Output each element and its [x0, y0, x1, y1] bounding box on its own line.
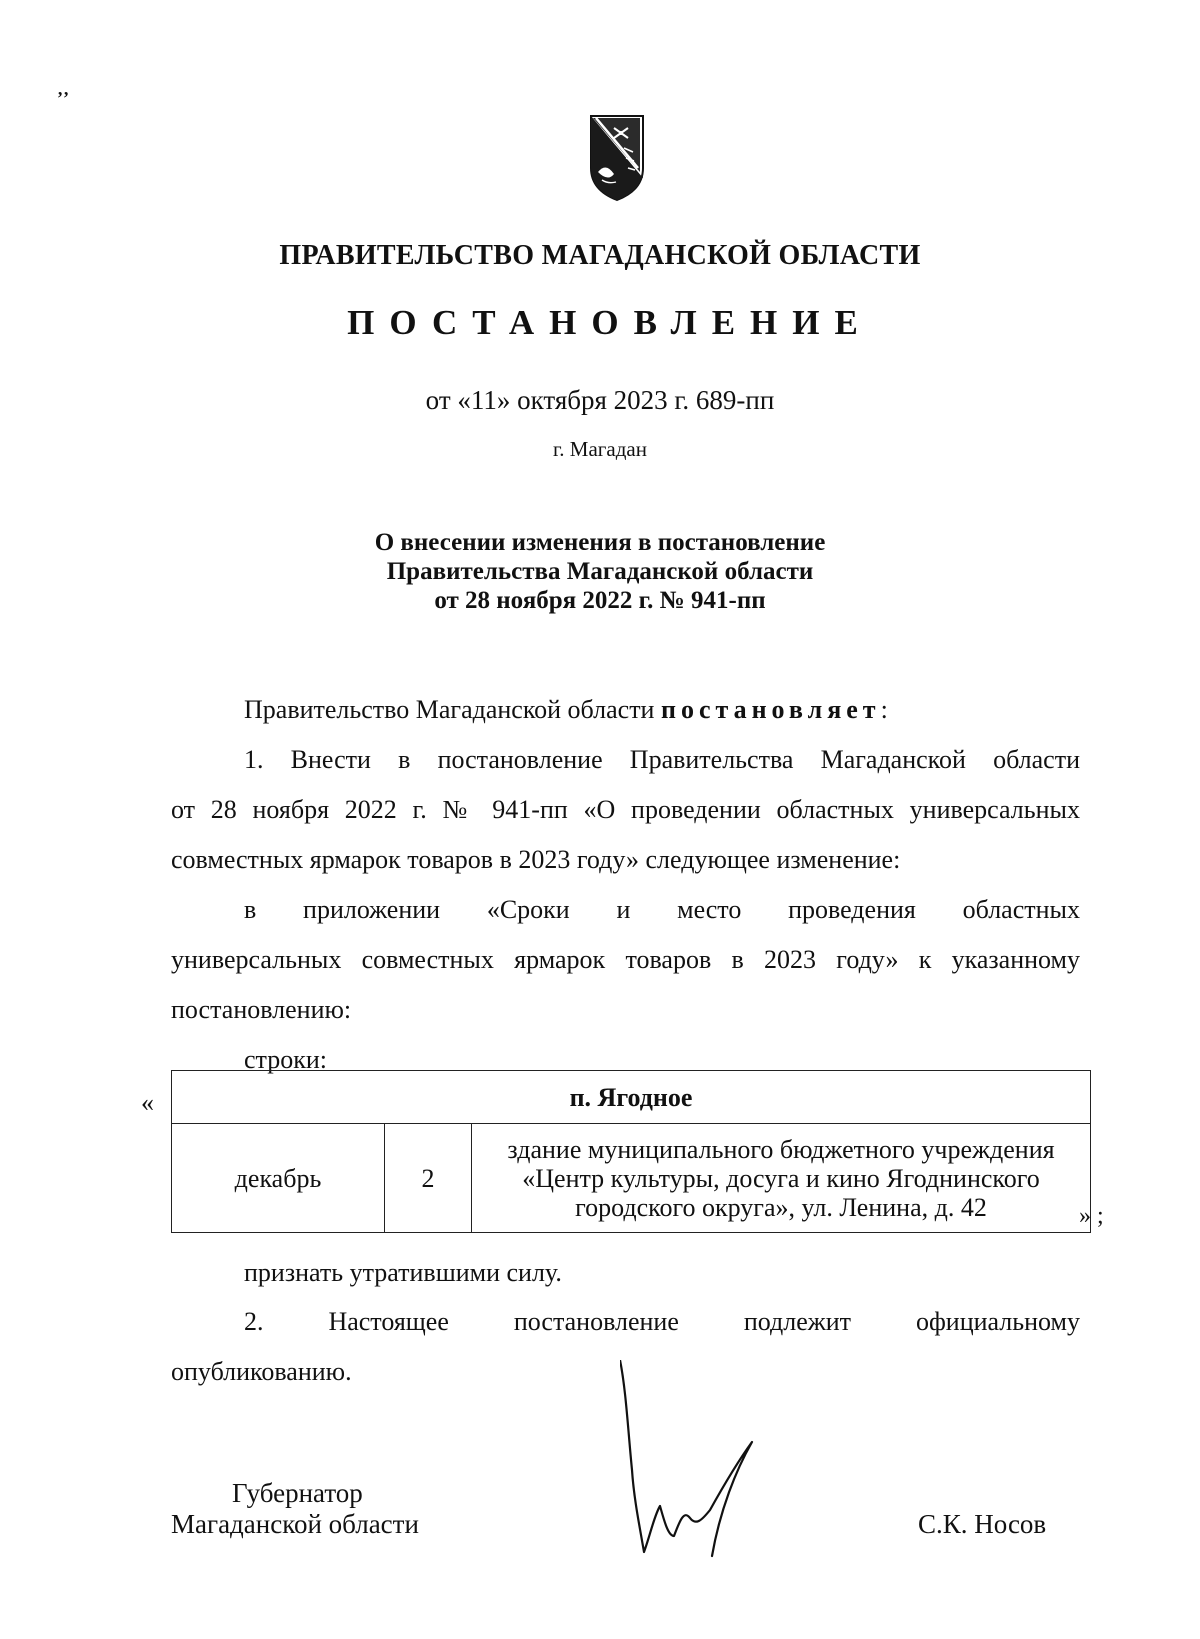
position-line: Губернатор	[232, 1478, 363, 1508]
document-subject	[0, 528, 1200, 615]
paragraph-2-line: универсальных совместных ярмарок товаров в 2023 году» к указанному	[171, 945, 1080, 974]
paragraph-2-line: постановлению:	[171, 995, 352, 1024]
paragraph-1-line: совместных ярмарок товаров в 2023 году» следующее изменение:	[171, 845, 901, 874]
paragraph-1-line: 1. Внести в постановление Правительства Магаданской области	[244, 745, 1080, 774]
fair-schedule-table	[171, 1070, 1091, 1233]
signatory-name: С.К. Носов	[918, 1509, 1047, 1539]
paragraph-1-line: от 28 ноября 2022 г. № 941-пп «О проведении областных универсальных	[171, 795, 1080, 824]
table-row	[172, 1071, 1091, 1124]
intro-keyword: постановляет	[660, 695, 881, 724]
handwritten-signature	[620, 1360, 800, 1575]
table-row	[172, 1124, 1091, 1233]
position-line: Магаданской области	[171, 1509, 419, 1539]
paragraph-3-line: 2. Настоящее постановление подлежит официальному	[244, 1307, 1080, 1336]
intro-text: Правительство Магаданской области	[244, 695, 655, 724]
table-cell-place	[472, 1124, 1091, 1233]
subject-line: Правительства Магаданской области	[386, 558, 814, 585]
organization-title: ПРАВИТЕЛЬСТВО МАГАДАНСКОЙ ОБЛАСТИ	[279, 240, 921, 271]
magadan-coat-of-arms-icon	[588, 114, 646, 207]
table-cell-number: 2	[385, 1124, 472, 1233]
subject-line: О внесении изменения в постановление	[374, 529, 826, 556]
paragraph-3-line: опубликованию.	[171, 1357, 352, 1386]
document-date-number: от «11» октября 2023 г. 689-пп	[425, 385, 775, 415]
intro-paragraph	[244, 697, 888, 723]
corner-mark: ʼʼ	[57, 88, 69, 108]
table-section-title: п. Ягодное	[172, 1071, 1091, 1124]
document-city: г. Магадан	[553, 437, 647, 461]
quote-close-mark: » ;	[1079, 1203, 1104, 1229]
quote-open-mark: «	[141, 1088, 154, 1117]
paragraph-2-line: в приложении «Сроки и место проведения областных	[244, 895, 1080, 924]
rows-label: строки:	[244, 1045, 327, 1074]
subject-line: от 28 ноября 2022 г. № 941-пп	[434, 587, 766, 614]
place-line: «Центр культуры, досуга и кино Ягоднинского	[522, 1163, 1040, 1193]
repeal-text: признать утратившими силу.	[244, 1258, 562, 1287]
intro-colon: :	[880, 695, 888, 724]
place-line: городского округа», ул. Ленина, д. 42	[575, 1192, 987, 1222]
table-cell-month: декабрь	[172, 1124, 385, 1233]
document-type: ПОСТАНОВЛЕНИЕ	[347, 303, 873, 342]
signatory-position	[171, 1478, 419, 1540]
place-line: здание муниципального бюджетного учреждения	[507, 1134, 1055, 1164]
